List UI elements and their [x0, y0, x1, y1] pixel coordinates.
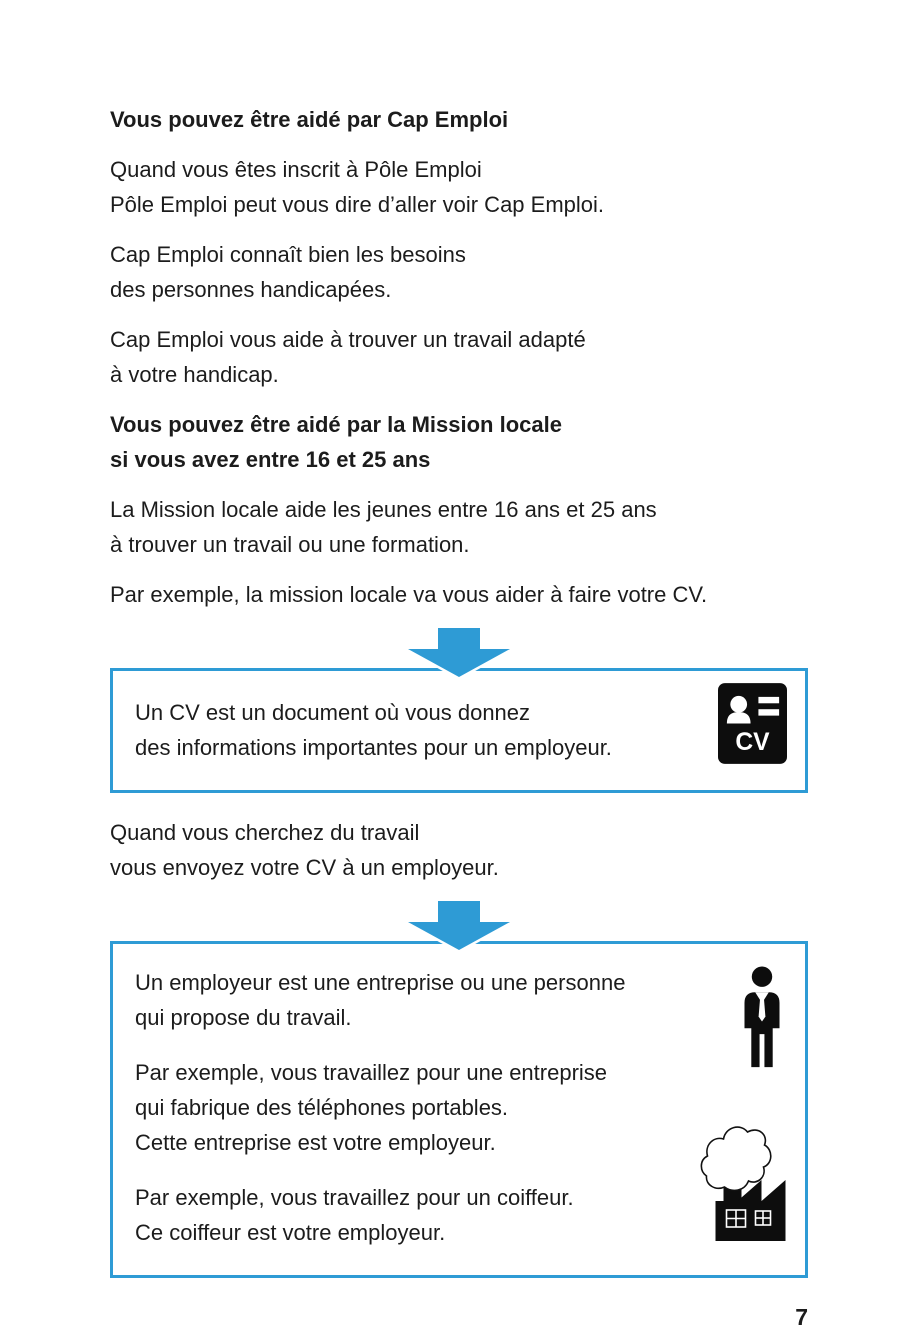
employer-definition [135, 965, 695, 1035]
text-line: des personnes handicapées. [110, 277, 392, 302]
text-line: La Mission locale aide les jeunes entre 16 ans et 25 ans [110, 497, 657, 522]
down-arrow-icon [405, 900, 513, 952]
page-content [110, 102, 808, 1335]
heading-cap-emploi [110, 102, 808, 137]
factory-icon [697, 1115, 790, 1243]
text-line: vous envoyez votre CV à un employeur. [110, 855, 499, 880]
text-line: des informations importantes pour un employeur. [135, 735, 612, 760]
employer-example-coiffeur [135, 1180, 695, 1250]
text-line: à trouver un travail ou une formation. [110, 532, 470, 557]
text-line: à votre handicap. [110, 362, 279, 387]
employer-example-entreprise [135, 1055, 695, 1160]
cv-label: CV [735, 729, 770, 757]
heading-line: Vous pouvez être aidé par Cap Emploi [110, 107, 509, 132]
paragraph-envoyer-cv [110, 815, 808, 885]
down-arrow-container [110, 627, 808, 679]
text-line: Quand vous êtes inscrit à Pôle Emploi [110, 157, 482, 182]
text-line: Pôle Emploi peut vous dire d’aller voir Cap Emploi. [110, 192, 605, 217]
text-line: Quand vous cherchez du travail [110, 820, 420, 845]
down-arrow-icon [405, 627, 513, 679]
cv-card-icon [718, 683, 787, 764]
paragraph-pole-emploi [110, 152, 808, 222]
heading-line: si vous avez entre 16 et 25 ans [110, 447, 431, 472]
info-box-cv [110, 668, 808, 793]
paragraph-cap-emploi-besoins [110, 237, 808, 307]
text-line: qui fabrique des téléphones portables. [135, 1095, 509, 1120]
cv-definition [135, 695, 695, 765]
text-line: Un CV est un document où vous donnez [135, 700, 531, 725]
text-line: Par exemple, la mission locale va vous aider à faire votre CV. [110, 582, 708, 607]
heading-line: Vous pouvez être aidé par la Mission locale [110, 412, 562, 437]
paragraph-exemple-cv [110, 577, 808, 612]
text-line: Par exemple, vous travaillez pour un coiffeur. [135, 1185, 574, 1210]
text-line: Cap Emploi vous aide à trouver un travail adapté [110, 327, 586, 352]
text-line: Un employeur est une entreprise ou une personne [135, 970, 626, 995]
text-line: Cap Emploi connaît bien les besoins [110, 242, 466, 267]
info-box-employer [110, 941, 808, 1278]
text-line: Ce coiffeur est votre employeur. [135, 1220, 446, 1245]
text-line: Par exemple, vous travaillez pour une entreprise [135, 1060, 608, 1085]
businessman-icon [740, 966, 784, 1073]
down-arrow-container [110, 900, 808, 952]
paragraph-mission-locale-aide [110, 492, 808, 562]
heading-mission-locale [110, 407, 808, 477]
page-number: 7 [795, 1304, 808, 1330]
paragraph-cap-emploi-travail [110, 322, 808, 392]
text-line: qui propose du travail. [135, 1005, 352, 1030]
text-line: Cette entreprise est votre employeur. [135, 1130, 496, 1155]
